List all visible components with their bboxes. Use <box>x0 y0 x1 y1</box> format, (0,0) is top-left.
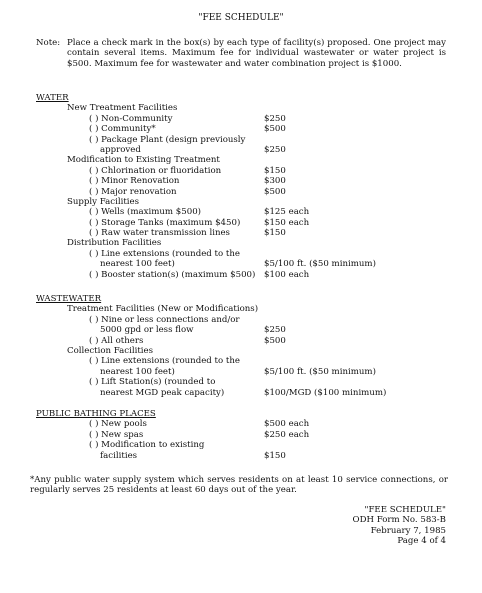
fee-row <box>36 197 456 207</box>
fee-row <box>36 259 456 269</box>
fee-amount: $150 <box>264 228 286 239</box>
fee-item-label: ( ) Nine or less connections and/or <box>89 314 240 325</box>
fee-item-label: ( ) Lift Station(s) (rounded to <box>89 377 216 388</box>
footnote: *Any public water supply system which serves residents on at least 10 service connections, or regularly serves 25 residents at least 60 days out of the year. <box>30 475 448 496</box>
form-title: "FEE SCHEDULE" <box>364 505 446 515</box>
fee-row <box>36 124 456 134</box>
form-identifier <box>353 505 446 547</box>
bathing-section <box>36 409 456 461</box>
fee-row <box>36 155 456 165</box>
fee-row <box>36 114 456 124</box>
fee-item-label: New Treatment Facilities <box>67 103 178 114</box>
fee-row <box>36 166 456 176</box>
fee-item-label: ( ) New spas <box>89 429 144 440</box>
fee-row <box>36 228 456 238</box>
fee-item-label: ( ) New pools <box>89 419 147 430</box>
fee-item-label: ( ) Package Plant (design previously <box>89 134 246 145</box>
fee-item-label: ( ) Modification to existing <box>89 440 205 451</box>
fee-row <box>36 315 456 325</box>
fee-amount: $125 each <box>264 207 310 218</box>
fee-row <box>36 103 456 113</box>
fee-item-label: nearest 100 feet) <box>100 259 175 270</box>
fee-item-label: Treatment Facilities (New or Modifications) <box>67 304 259 315</box>
bathing-heading: PUBLIC BATHING PLACES <box>36 409 156 419</box>
fee-row <box>36 367 456 377</box>
fee-item-label: ( ) Wells (maximum $500) <box>89 207 202 218</box>
fee-item-label: ( ) All others <box>89 335 144 346</box>
fee-row <box>36 346 456 356</box>
note-block <box>36 38 446 69</box>
fee-amount: $5/100 ft. ($50 minimum) <box>264 366 376 377</box>
fee-item-label: Supply Facilities <box>67 196 140 207</box>
fee-item-label: ( ) Minor Renovation <box>89 176 180 187</box>
fee-row <box>36 135 456 145</box>
wastewater-section <box>36 294 456 398</box>
fee-item-label: Distribution Facilities <box>67 238 162 249</box>
fee-item-label: nearest 100 feet) <box>100 366 175 377</box>
fee-row <box>36 377 456 387</box>
fee-amount: $5/100 ft. ($50 minimum) <box>264 259 376 270</box>
fee-amount: $300 <box>264 176 286 187</box>
fee-amount: $100/MGD ($100 minimum) <box>264 387 387 398</box>
fee-row <box>36 187 456 197</box>
fee-item-label: 5000 gpd or less flow <box>100 325 194 336</box>
fee-item-label: ( ) Line extensions (rounded to the <box>89 248 240 259</box>
fee-amount: $500 <box>264 186 286 197</box>
form-number: ODH Form No. 583-B <box>352 515 446 526</box>
fee-row <box>36 336 456 346</box>
fee-item-label: ( ) Non-Community <box>89 113 173 124</box>
fee-item-label: facilities <box>100 450 138 461</box>
page-number: Page 4 of 4 <box>397 536 446 547</box>
water-heading: WATER <box>36 93 69 103</box>
form-date: February 7, 1985 <box>370 525 446 536</box>
fee-row <box>36 419 456 429</box>
fee-row <box>36 356 456 366</box>
page-title: "FEE SCHEDULE" <box>198 13 284 23</box>
fee-row <box>36 451 456 461</box>
fee-item-label: approved <box>100 144 141 155</box>
fee-row <box>36 440 456 450</box>
fee-row <box>36 207 456 217</box>
fee-item-label: nearest MGD peak capacity) <box>100 387 225 398</box>
fee-row <box>36 304 456 314</box>
fee-item-label: ( ) Booster station(s) (maximum $500) <box>89 269 256 280</box>
fee-row <box>36 325 456 335</box>
fee-row <box>36 176 456 186</box>
fee-row <box>36 218 456 228</box>
fee-amount: $150 <box>264 165 286 176</box>
fee-item-label: Modification to Existing Treatment <box>67 155 220 166</box>
fee-item-label: ( ) Major renovation <box>89 186 177 197</box>
fee-amount: $500 <box>264 124 286 135</box>
fee-amount: $250 <box>264 325 286 336</box>
fee-item-label: ( ) Storage Tanks (maximum $450) <box>89 217 241 228</box>
fee-row <box>36 249 456 259</box>
fee-item-label: ( ) Raw water transmission lines <box>89 228 230 239</box>
fee-amount: $100 each <box>264 269 310 280</box>
note-label: Note: <box>36 38 61 48</box>
fee-row <box>36 430 456 440</box>
fee-row <box>36 270 456 280</box>
fee-item-label: ( ) Community* <box>89 124 156 135</box>
note-text: Place a check mark in the box(s) by each type of facility(s) proposed. One project may contain several items. Maximum fee for individual wastewater or water project is $500. Maximum fee for wastewater and water combination project is $1000. <box>67 38 446 69</box>
fee-amount: $500 each <box>264 419 310 430</box>
fee-row <box>36 145 456 155</box>
fee-amount: $250 each <box>264 429 310 440</box>
fee-amount: $150 <box>264 450 286 461</box>
fee-amount: $250 <box>264 113 286 124</box>
wastewater-heading: WASTEWATER <box>36 294 102 304</box>
fee-item-label: ( ) Line extensions (rounded to the <box>89 356 240 367</box>
fee-row <box>36 238 456 248</box>
fee-item-label: ( ) Chlorination or fluoridation <box>89 165 222 176</box>
fee-row <box>36 388 456 398</box>
fee-amount: $250 <box>264 144 286 155</box>
water-section <box>36 93 456 280</box>
fee-amount: $500 <box>264 335 286 346</box>
fee-amount: $150 each <box>264 217 310 228</box>
fee-item-label: Collection Facilities <box>67 345 154 356</box>
